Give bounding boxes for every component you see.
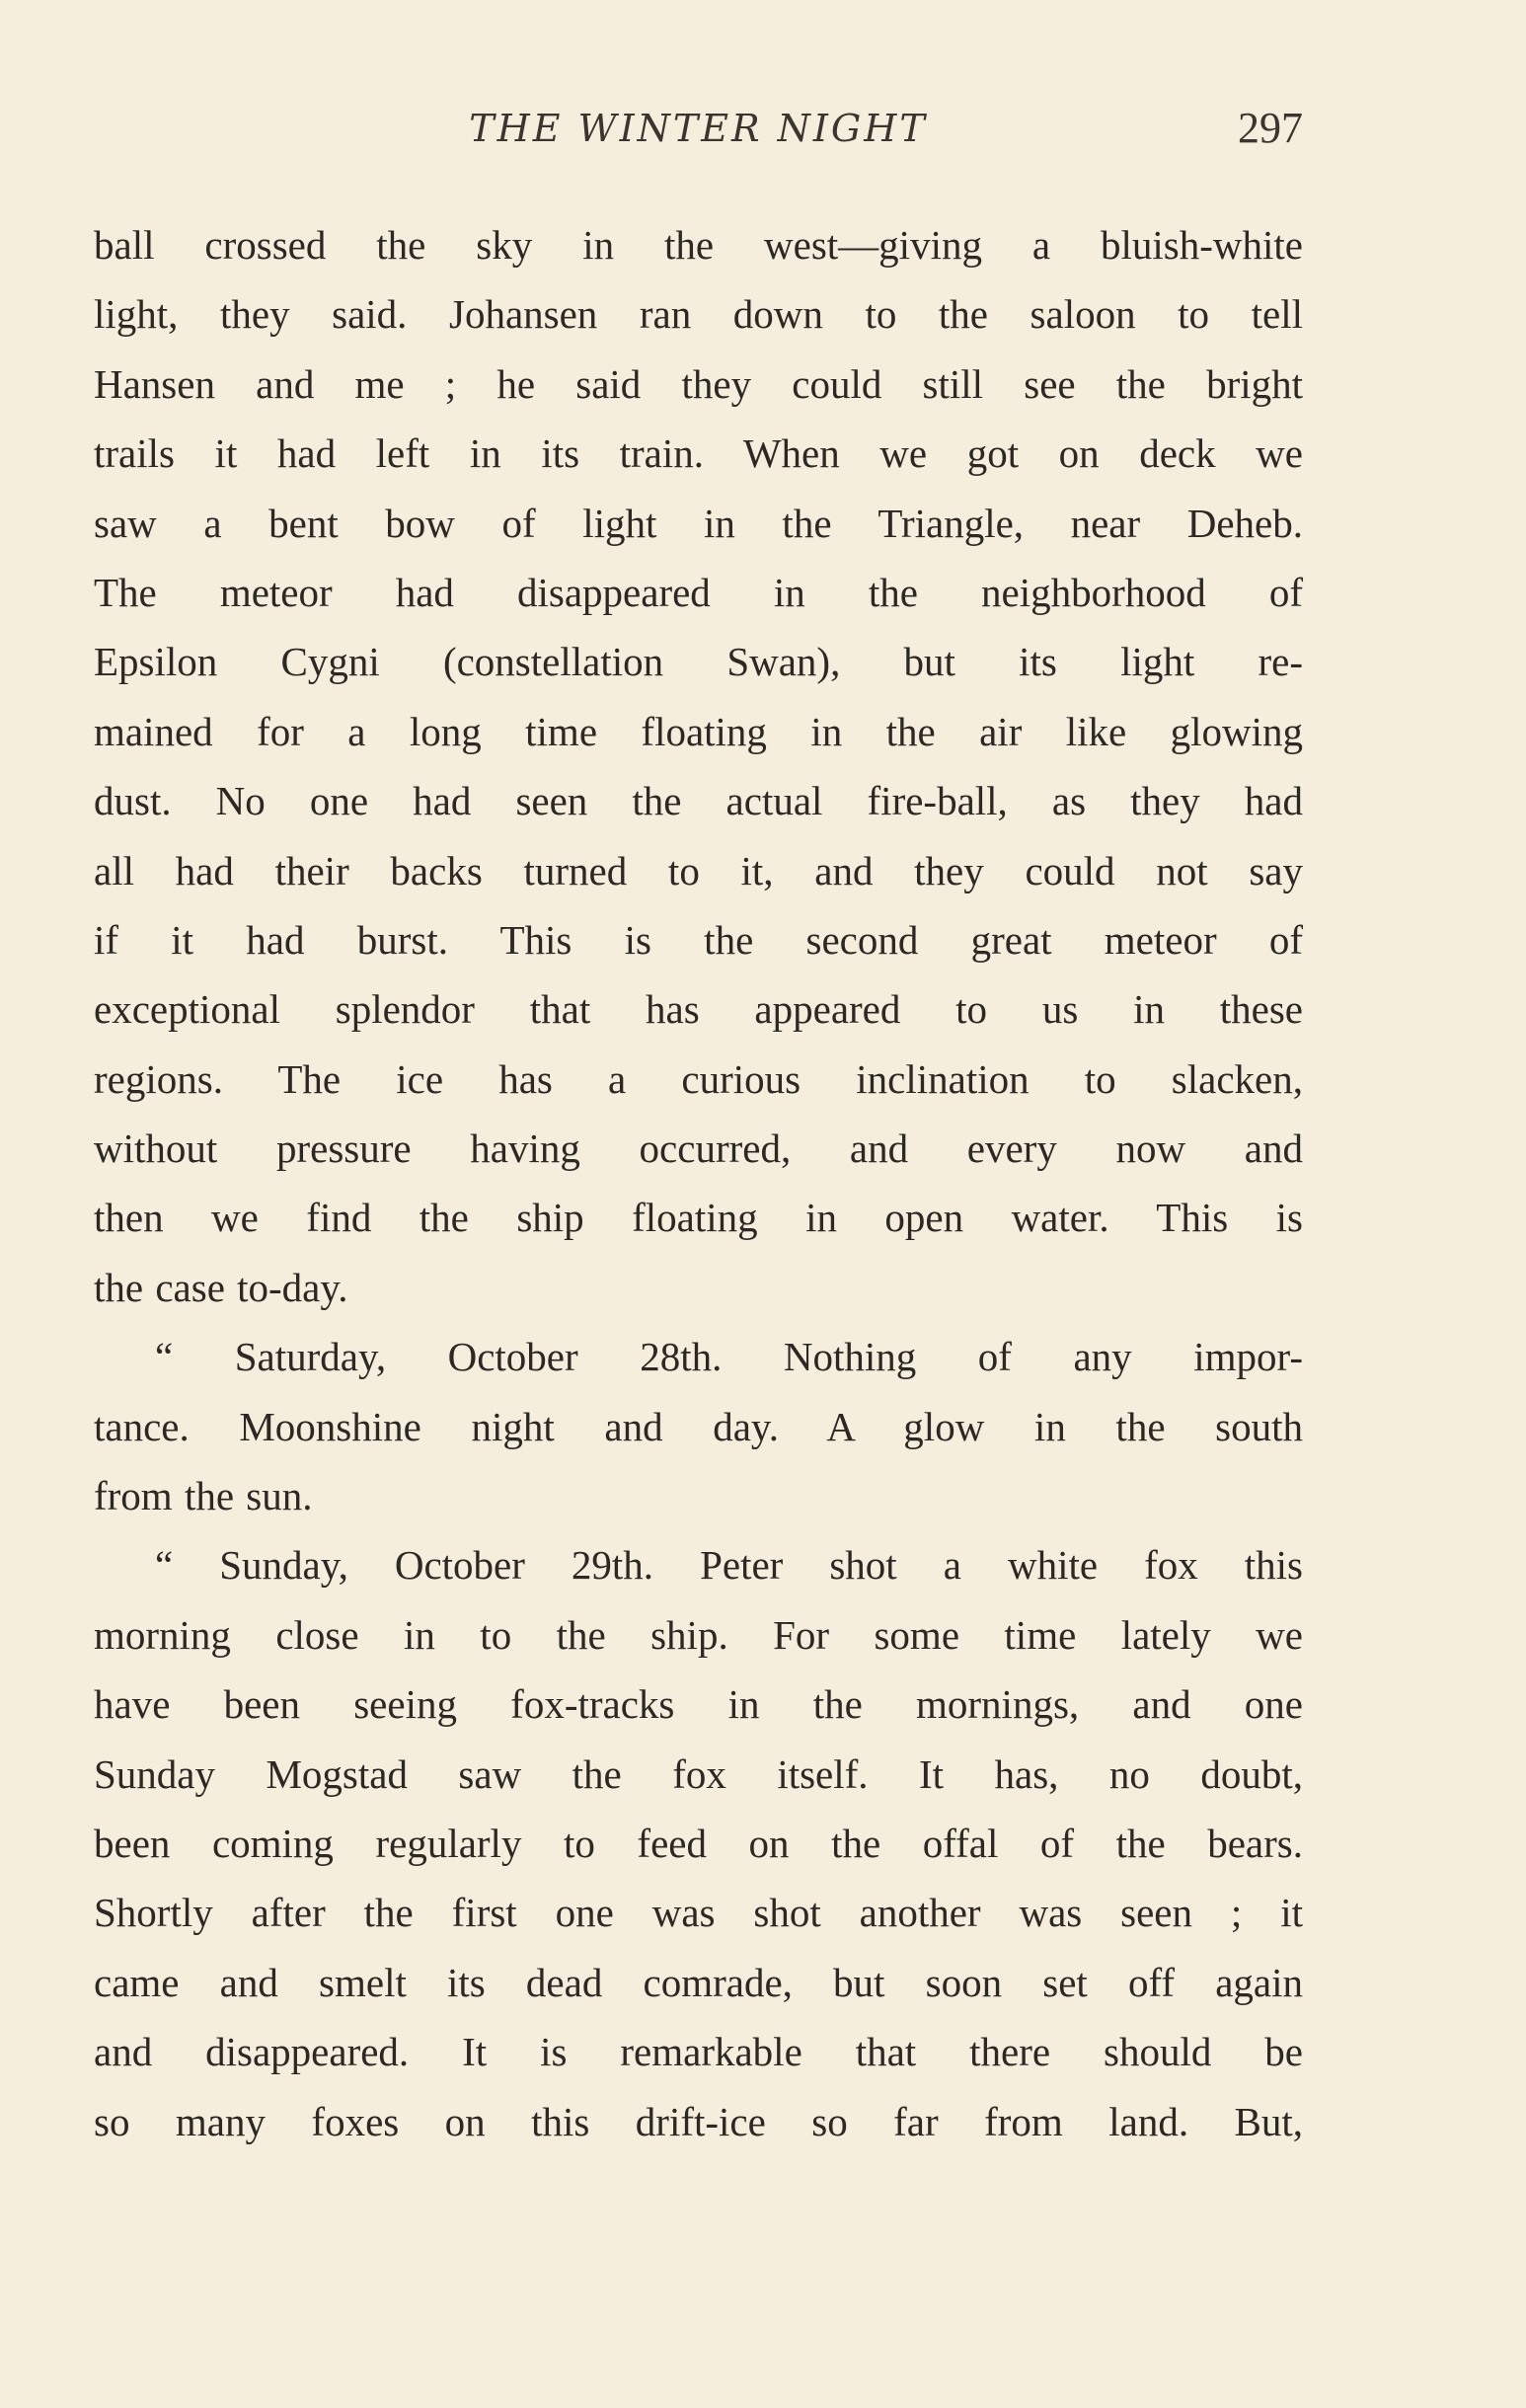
text-line: saw a bent bow of light in the Triangle, near Deheb. xyxy=(94,500,1303,546)
text-line: dust. No one had seen the actual fire-ball, as they had xyxy=(94,778,1303,824)
text-line: came and smelt its dead comrade, but soon set off again xyxy=(94,1959,1303,2005)
text-line: The meteor had disappeared in the neighborhood of xyxy=(94,569,1303,615)
text-line: Hansen and me ; he said they could still see the bright xyxy=(94,360,1303,407)
text-line: so many foxes on this drift-ice so far from land. But, xyxy=(94,2098,1303,2144)
text-line: “ Sunday, October 29th. Peter shot a white fox this xyxy=(155,1542,1303,1589)
text-line: without pressure having occurred, and every now and xyxy=(94,1126,1303,1172)
text-line: tance. Moonshine night and day. A glow in the south xyxy=(94,1403,1303,1449)
text-line: trails it had left in its train. When we got on deck we xyxy=(94,430,1303,477)
text-line: exceptional splendor that has appeared to us in these xyxy=(94,986,1303,1033)
body-text xyxy=(94,210,1303,2156)
text-line: “ Saturday, October 28th. Nothing of any impor- xyxy=(155,1334,1303,1380)
text-line: Shortly after the first one was shot another was seen ; it xyxy=(94,1890,1303,1936)
text-line: light, they said. Johansen ran down to the saloon to tell xyxy=(94,291,1303,338)
text-line: Epsilon Cygni (constellation Swan), but its light re- xyxy=(94,639,1303,685)
page-header xyxy=(94,99,1303,158)
text-line: morning close in to the ship. For some time lately we xyxy=(94,1611,1303,1658)
text-line: have been seeing fox-tracks in the mornings, and one xyxy=(94,1681,1303,1728)
text-line: from the sun. xyxy=(94,1473,313,1519)
text-line: Sunday Mogstad saw the fox itself. It has, no doubt, xyxy=(94,1750,1303,1797)
text-line: the case to-day. xyxy=(94,1264,348,1310)
text-line: and disappeared. It is remarkable that there should be xyxy=(94,2029,1303,2075)
text-line: mained for a long time floating in the air like glowing xyxy=(94,708,1303,754)
text-line: if it had burst. This is the second great meteor of xyxy=(94,916,1303,963)
text-line: ball crossed the sky in the west—giving a bluish-white xyxy=(94,222,1303,268)
running-title: THE WINTER NIGHT xyxy=(469,107,928,150)
page-number: 297 xyxy=(1238,104,1303,152)
text-line: all had their backs turned to it, and they could not say xyxy=(94,847,1303,893)
text-line: regions. The ice has a curious inclination to slacken, xyxy=(94,1055,1303,1102)
text-line: then we find the ship floating in open water. This is xyxy=(94,1195,1303,1241)
text-line: been coming regularly to feed on the offal of the bears. xyxy=(94,1820,1303,1866)
